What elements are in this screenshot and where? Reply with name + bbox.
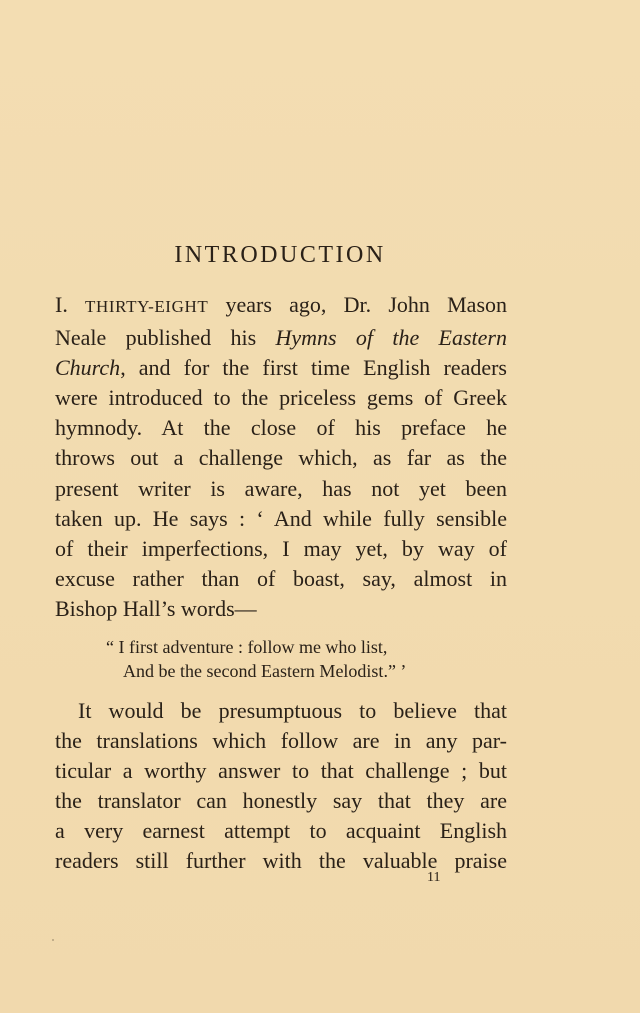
line-text: Neale published his [55,325,257,350]
page-title: INTRODUCTION [174,242,386,268]
paragraph-1-line-7: present writer is aware, has not yet been [55,476,507,501]
paragraph-1-line-2 [55,323,507,353]
smallcaps-text: THIRTY-EIGHT [85,297,209,316]
paragraph-1-line-9: of their imperfections, I may yet, by way of [55,536,507,561]
paragraph-1-line-3 [55,353,507,383]
section-numeral: I. [55,292,68,317]
paragraph-2-line-6: readers still further with the valuable praise [55,848,507,873]
paragraph-1-line-1 [55,290,507,322]
paragraph-1-line-5: hymnody. At the close of his preface he [55,415,507,440]
paragraph-1-line-10: excuse rather than of boast, say, almost in [55,566,507,591]
paragraph-1-line-6: throws out a challenge which, as far as the [55,445,507,470]
quote-line-1: “ I first adventure : follow me who list, [106,637,388,657]
paragraph-2-line-3: ticular a worthy answer to that challenge ; but [55,758,507,783]
paragraph-1-line-11: Bishop Hall’s words— [55,596,257,621]
paragraph-2-line-2: the translations which follow are in any par- [55,728,507,753]
paragraph-1-line-8: taken up. He says : ‘ And while fully sensible [55,506,507,531]
book-title-italic: Church [55,355,121,380]
paragraph-2-line-4: the translator can honestly say that they are [55,788,507,813]
book-title-italic: Hymns of the Eastern [275,325,507,350]
quote-line-2: And be the second Eastern Melodist.” ’ [123,661,407,681]
page-number: 11 [427,870,441,885]
line-text: , and for the first time English readers [120,355,507,380]
paragraph-2-line-1: It would be presumptuous to believe that [78,698,507,723]
paper-speck [52,939,54,941]
paragraph-1-line-4: were introduced to the priceless gems of Greek [55,385,507,410]
line-text: years ago, Dr. John Mason [225,292,508,317]
paragraph-2-line-5: a very earnest attempt to acquaint English [55,818,507,843]
